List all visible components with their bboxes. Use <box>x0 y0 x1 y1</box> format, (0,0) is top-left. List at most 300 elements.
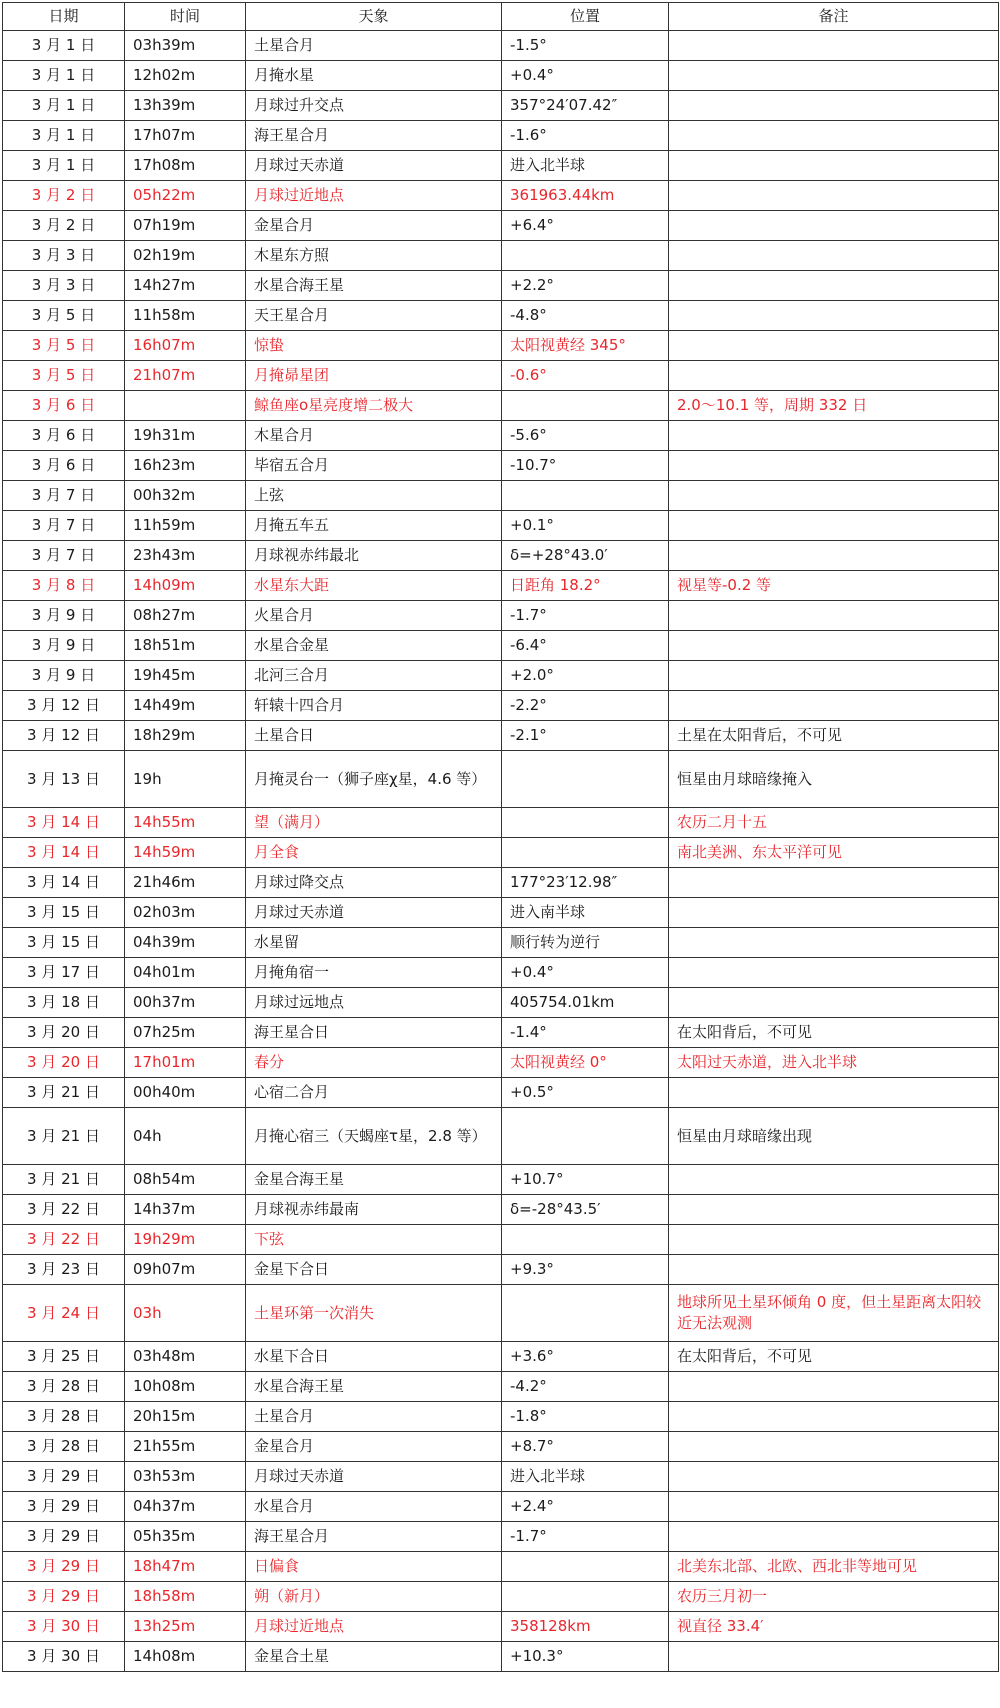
table-row <box>3 301 999 331</box>
cell-position: 177°23′12.98″ <box>502 868 669 898</box>
cell-position: -1.5° <box>502 31 669 61</box>
table-row <box>3 361 999 391</box>
cell-event: 北河三合月 <box>246 661 502 691</box>
cell-position: 进入北半球 <box>502 1462 669 1492</box>
cell-date: 3 月 6 日 <box>3 391 125 421</box>
cell-date: 3 月 9 日 <box>3 661 125 691</box>
cell-position: 405754.01km <box>502 988 669 1018</box>
cell-note <box>669 1372 999 1402</box>
cell-date: 3 月 2 日 <box>3 211 125 241</box>
cell-event: 月球过升交点 <box>246 91 502 121</box>
cell-position: -4.8° <box>502 301 669 331</box>
cell-date: 3 月 24 日 <box>3 1285 125 1342</box>
cell-time: 05h22m <box>125 181 246 211</box>
cell-note <box>669 691 999 721</box>
cell-position <box>502 1552 669 1582</box>
cell-note <box>669 1165 999 1195</box>
cell-date: 3 月 5 日 <box>3 361 125 391</box>
cell-time: 02h19m <box>125 241 246 271</box>
cell-position: -2.1° <box>502 721 669 751</box>
cell-position: 顺行转为逆行 <box>502 928 669 958</box>
cell-time: 18h51m <box>125 631 246 661</box>
cell-time: 18h29m <box>125 721 246 751</box>
cell-event: 月球过远地点 <box>246 988 502 1018</box>
cell-note <box>669 271 999 301</box>
cell-date: 3 月 15 日 <box>3 928 125 958</box>
cell-date: 3 月 28 日 <box>3 1402 125 1432</box>
table-row <box>3 1432 999 1462</box>
cell-date: 3 月 22 日 <box>3 1195 125 1225</box>
table-row <box>3 838 999 868</box>
cell-time: 07h19m <box>125 211 246 241</box>
cell-event: 月球视赤纬最北 <box>246 541 502 571</box>
cell-date: 3 月 14 日 <box>3 838 125 868</box>
cell-position <box>502 1108 669 1165</box>
cell-event: 木星东方照 <box>246 241 502 271</box>
cell-note <box>669 331 999 361</box>
cell-time: 11h59m <box>125 511 246 541</box>
cell-note <box>669 181 999 211</box>
cell-position: -10.7° <box>502 451 669 481</box>
cell-time: 16h07m <box>125 331 246 361</box>
cell-date: 3 月 1 日 <box>3 31 125 61</box>
cell-event: 水星合海王星 <box>246 1372 502 1402</box>
cell-time: 19h29m <box>125 1225 246 1255</box>
cell-time: 19h <box>125 751 246 808</box>
cell-date: 3 月 28 日 <box>3 1372 125 1402</box>
cell-note <box>669 301 999 331</box>
table-row <box>3 661 999 691</box>
cell-date: 3 月 12 日 <box>3 721 125 751</box>
cell-date: 3 月 29 日 <box>3 1462 125 1492</box>
table-row <box>3 91 999 121</box>
cell-time: 03h53m <box>125 1462 246 1492</box>
cell-position: 进入北半球 <box>502 151 669 181</box>
cell-date: 3 月 29 日 <box>3 1522 125 1552</box>
cell-time: 10h08m <box>125 1372 246 1402</box>
cell-time: 07h25m <box>125 1018 246 1048</box>
table-row <box>3 958 999 988</box>
cell-time: 00h32m <box>125 481 246 511</box>
table-row <box>3 271 999 301</box>
cell-event: 轩辕十四合月 <box>246 691 502 721</box>
cell-date: 3 月 21 日 <box>3 1108 125 1165</box>
cell-note <box>669 1255 999 1285</box>
cell-note <box>669 958 999 988</box>
cell-date: 3 月 8 日 <box>3 571 125 601</box>
cell-event: 月全食 <box>246 838 502 868</box>
cell-date: 3 月 1 日 <box>3 91 125 121</box>
cell-note: 地球所见土星环倾角 0 度，但土星距离太阳较近无法观测 <box>669 1285 999 1342</box>
table-row <box>3 1372 999 1402</box>
table-row <box>3 421 999 451</box>
column-header-position: 位置 <box>502 3 669 31</box>
table-row <box>3 151 999 181</box>
cell-position: +0.4° <box>502 958 669 988</box>
cell-note <box>669 481 999 511</box>
cell-note: 视直径 33.4′ <box>669 1612 999 1642</box>
cell-date: 3 月 6 日 <box>3 451 125 481</box>
table-row <box>3 691 999 721</box>
cell-time: 14h09m <box>125 571 246 601</box>
table-row <box>3 988 999 1018</box>
cell-position: 进入南半球 <box>502 898 669 928</box>
cell-date: 3 月 6 日 <box>3 421 125 451</box>
table-row <box>3 211 999 241</box>
cell-event: 金星合土星 <box>246 1642 502 1672</box>
cell-position: 357°24′07.42″ <box>502 91 669 121</box>
cell-date: 3 月 5 日 <box>3 331 125 361</box>
cell-position: 358128km <box>502 1612 669 1642</box>
cell-date: 3 月 25 日 <box>3 1342 125 1372</box>
cell-note: 土星在太阳背后，不可见 <box>669 721 999 751</box>
cell-note <box>669 121 999 151</box>
table-row <box>3 1195 999 1225</box>
cell-date: 3 月 9 日 <box>3 601 125 631</box>
table-row <box>3 31 999 61</box>
cell-note: 太阳过天赤道，进入北半球 <box>669 1048 999 1078</box>
cell-note <box>669 1522 999 1552</box>
table-row <box>3 1342 999 1372</box>
column-header-time: 时间 <box>125 3 246 31</box>
cell-time: 21h55m <box>125 1432 246 1462</box>
table-row <box>3 121 999 151</box>
cell-time: 21h07m <box>125 361 246 391</box>
cell-note <box>669 511 999 541</box>
cell-event: 水星下合日 <box>246 1342 502 1372</box>
cell-date: 3 月 7 日 <box>3 541 125 571</box>
cell-position: 日距角 18.2° <box>502 571 669 601</box>
cell-time: 11h58m <box>125 301 246 331</box>
cell-time: 03h39m <box>125 31 246 61</box>
cell-time: 04h <box>125 1108 246 1165</box>
cell-time: 12h02m <box>125 61 246 91</box>
cell-event: 月球过降交点 <box>246 868 502 898</box>
cell-event: 水星合月 <box>246 1492 502 1522</box>
cell-note <box>669 151 999 181</box>
column-header-date: 日期 <box>3 3 125 31</box>
cell-date: 3 月 17 日 <box>3 958 125 988</box>
cell-note <box>669 31 999 61</box>
cell-position: -1.6° <box>502 121 669 151</box>
cell-event: 天王星合月 <box>246 301 502 331</box>
cell-time: 08h27m <box>125 601 246 631</box>
cell-date: 3 月 30 日 <box>3 1612 125 1642</box>
cell-position: -1.7° <box>502 601 669 631</box>
cell-note: 视星等-0.2 等 <box>669 571 999 601</box>
cell-time: 02h03m <box>125 898 246 928</box>
cell-event: 海王星合月 <box>246 1522 502 1552</box>
cell-time: 17h08m <box>125 151 246 181</box>
cell-position: 361963.44km <box>502 181 669 211</box>
cell-date: 3 月 1 日 <box>3 151 125 181</box>
cell-position: δ=+28°43.0′ <box>502 541 669 571</box>
table-row <box>3 61 999 91</box>
cell-time: 16h23m <box>125 451 246 481</box>
cell-time: 18h47m <box>125 1552 246 1582</box>
cell-event: 月掩角宿一 <box>246 958 502 988</box>
cell-note <box>669 211 999 241</box>
cell-note: 在太阳背后，不可见 <box>669 1018 999 1048</box>
cell-position <box>502 808 669 838</box>
cell-note <box>669 1078 999 1108</box>
cell-event: 心宿二合月 <box>246 1078 502 1108</box>
cell-event: 月球过天赤道 <box>246 898 502 928</box>
cell-event: 金星下合日 <box>246 1255 502 1285</box>
cell-note <box>669 661 999 691</box>
cell-date: 3 月 1 日 <box>3 61 125 91</box>
table-row <box>3 1048 999 1078</box>
cell-note: 南北美洲、东太平洋可见 <box>669 838 999 868</box>
cell-time: 09h07m <box>125 1255 246 1285</box>
astronomy-events-table <box>2 2 999 1672</box>
cell-position: +9.3° <box>502 1255 669 1285</box>
cell-date: 3 月 14 日 <box>3 868 125 898</box>
cell-date: 3 月 21 日 <box>3 1078 125 1108</box>
table-row <box>3 451 999 481</box>
cell-position: -6.4° <box>502 631 669 661</box>
cell-date: 3 月 20 日 <box>3 1018 125 1048</box>
table-row <box>3 331 999 361</box>
cell-time: 14h08m <box>125 1642 246 1672</box>
cell-time: 03h48m <box>125 1342 246 1372</box>
cell-date: 3 月 1 日 <box>3 121 125 151</box>
cell-position: -0.6° <box>502 361 669 391</box>
cell-position: +0.4° <box>502 61 669 91</box>
cell-note <box>669 631 999 661</box>
cell-date: 3 月 7 日 <box>3 481 125 511</box>
cell-note: 北美东北部、北欧、西北非等地可见 <box>669 1552 999 1582</box>
cell-event: 海王星合月 <box>246 121 502 151</box>
cell-date: 3 月 30 日 <box>3 1642 125 1672</box>
cell-note <box>669 898 999 928</box>
cell-event: 上弦 <box>246 481 502 511</box>
cell-time: 14h55m <box>125 808 246 838</box>
cell-note <box>669 361 999 391</box>
cell-event: 月球过天赤道 <box>246 151 502 181</box>
table-row <box>3 241 999 271</box>
cell-note <box>669 1462 999 1492</box>
cell-note: 农历二月十五 <box>669 808 999 838</box>
cell-position: +0.5° <box>502 1078 669 1108</box>
cell-note <box>669 1432 999 1462</box>
cell-time: 00h37m <box>125 988 246 1018</box>
cell-note: 2.0～10.1 等，周期 332 日 <box>669 391 999 421</box>
table-row <box>3 751 999 808</box>
cell-date: 3 月 14 日 <box>3 808 125 838</box>
cell-date: 3 月 3 日 <box>3 241 125 271</box>
cell-time: 14h49m <box>125 691 246 721</box>
cell-note <box>669 541 999 571</box>
table-row <box>3 1642 999 1672</box>
table-row <box>3 1552 999 1582</box>
cell-position: +2.0° <box>502 661 669 691</box>
table-row <box>3 928 999 958</box>
cell-event: 金星合海王星 <box>246 1165 502 1195</box>
cell-date: 3 月 3 日 <box>3 271 125 301</box>
cell-note: 恒星由月球暗缘掩入 <box>669 751 999 808</box>
cell-position: +10.7° <box>502 1165 669 1195</box>
table-row <box>3 631 999 661</box>
cell-event: 月球过近地点 <box>246 181 502 211</box>
cell-event: 海王星合日 <box>246 1018 502 1048</box>
table-row <box>3 1108 999 1165</box>
cell-event: 土星环第一次消失 <box>246 1285 502 1342</box>
cell-time: 00h40m <box>125 1078 246 1108</box>
column-header-note: 备注 <box>669 3 999 31</box>
cell-event: 惊蛰 <box>246 331 502 361</box>
table-row <box>3 481 999 511</box>
cell-position: +3.6° <box>502 1342 669 1372</box>
cell-position: +0.1° <box>502 511 669 541</box>
cell-time: 08h54m <box>125 1165 246 1195</box>
table-header-row <box>3 3 999 31</box>
cell-event: 月球过天赤道 <box>246 1462 502 1492</box>
column-header-event: 天象 <box>246 3 502 31</box>
cell-position <box>502 391 669 421</box>
cell-time <box>125 391 246 421</box>
cell-date: 3 月 5 日 <box>3 301 125 331</box>
cell-time: 03h <box>125 1285 246 1342</box>
cell-time: 14h59m <box>125 838 246 868</box>
cell-date: 3 月 9 日 <box>3 631 125 661</box>
table-row <box>3 721 999 751</box>
cell-note <box>669 241 999 271</box>
cell-time: 05h35m <box>125 1522 246 1552</box>
cell-position <box>502 838 669 868</box>
cell-event: 水星合海王星 <box>246 271 502 301</box>
cell-position <box>502 1225 669 1255</box>
cell-date: 3 月 13 日 <box>3 751 125 808</box>
cell-event: 木星合月 <box>246 421 502 451</box>
cell-note: 恒星由月球暗缘出现 <box>669 1108 999 1165</box>
cell-event: 金星合月 <box>246 1432 502 1462</box>
table-row <box>3 541 999 571</box>
cell-date: 3 月 23 日 <box>3 1255 125 1285</box>
cell-time: 04h01m <box>125 958 246 988</box>
table-row <box>3 511 999 541</box>
cell-position: +2.2° <box>502 271 669 301</box>
cell-note <box>669 91 999 121</box>
cell-position: -1.7° <box>502 1522 669 1552</box>
cell-position: -1.4° <box>502 1018 669 1048</box>
cell-event: 金星合月 <box>246 211 502 241</box>
cell-event: 月掩五车五 <box>246 511 502 541</box>
cell-note <box>669 61 999 91</box>
cell-date: 3 月 29 日 <box>3 1492 125 1522</box>
cell-position: 太阳视黄经 0° <box>502 1048 669 1078</box>
cell-time: 23h43m <box>125 541 246 571</box>
cell-event: 下弦 <box>246 1225 502 1255</box>
table-row <box>3 391 999 421</box>
cell-event: 春分 <box>246 1048 502 1078</box>
cell-time: 14h37m <box>125 1195 246 1225</box>
cell-time: 13h25m <box>125 1612 246 1642</box>
table-row <box>3 898 999 928</box>
table-row <box>3 1018 999 1048</box>
cell-date: 3 月 29 日 <box>3 1582 125 1612</box>
cell-position <box>502 1285 669 1342</box>
cell-note <box>669 421 999 451</box>
cell-event: 月掩灵台一（狮子座χ星，4.6 等） <box>246 751 502 808</box>
table-row <box>3 1078 999 1108</box>
cell-note <box>669 1492 999 1522</box>
table-row <box>3 868 999 898</box>
cell-event: 日偏食 <box>246 1552 502 1582</box>
table-row <box>3 571 999 601</box>
cell-time: 17h01m <box>125 1048 246 1078</box>
cell-event: 土星合月 <box>246 31 502 61</box>
table-row <box>3 1582 999 1612</box>
cell-time: 18h58m <box>125 1582 246 1612</box>
cell-position: δ=-28°43.5′ <box>502 1195 669 1225</box>
cell-position: -1.8° <box>502 1402 669 1432</box>
cell-note <box>669 868 999 898</box>
cell-note <box>669 1225 999 1255</box>
cell-date: 3 月 18 日 <box>3 988 125 1018</box>
cell-date: 3 月 20 日 <box>3 1048 125 1078</box>
cell-date: 3 月 21 日 <box>3 1165 125 1195</box>
cell-time: 04h39m <box>125 928 246 958</box>
cell-event: 水星留 <box>246 928 502 958</box>
cell-date: 3 月 12 日 <box>3 691 125 721</box>
cell-event: 月掩水星 <box>246 61 502 91</box>
cell-time: 19h45m <box>125 661 246 691</box>
table-row <box>3 1402 999 1432</box>
table-row <box>3 1462 999 1492</box>
cell-position <box>502 1582 669 1612</box>
cell-date: 3 月 2 日 <box>3 181 125 211</box>
cell-event: 月球视赤纬最南 <box>246 1195 502 1225</box>
cell-date: 3 月 7 日 <box>3 511 125 541</box>
cell-time: 14h27m <box>125 271 246 301</box>
cell-event: 鲸鱼座o星亮度增二极大 <box>246 391 502 421</box>
cell-date: 3 月 22 日 <box>3 1225 125 1255</box>
cell-event: 月掩昴星团 <box>246 361 502 391</box>
table-row <box>3 1612 999 1642</box>
cell-event: 水星合金星 <box>246 631 502 661</box>
table-row <box>3 1225 999 1255</box>
cell-position <box>502 481 669 511</box>
cell-position: +6.4° <box>502 211 669 241</box>
cell-event: 朔（新月） <box>246 1582 502 1612</box>
table-row <box>3 1255 999 1285</box>
cell-date: 3 月 28 日 <box>3 1432 125 1462</box>
cell-position: 太阳视黄经 345° <box>502 331 669 361</box>
table-row <box>3 601 999 631</box>
cell-date: 3 月 15 日 <box>3 898 125 928</box>
cell-note <box>669 1642 999 1672</box>
cell-position: -5.6° <box>502 421 669 451</box>
cell-time: 17h07m <box>125 121 246 151</box>
cell-event: 望（满月） <box>246 808 502 838</box>
cell-position <box>502 751 669 808</box>
table-row <box>3 1522 999 1552</box>
cell-position: -4.2° <box>502 1372 669 1402</box>
cell-time: 20h15m <box>125 1402 246 1432</box>
cell-event: 月球过近地点 <box>246 1612 502 1642</box>
cell-note: 农历三月初一 <box>669 1582 999 1612</box>
cell-position: +10.3° <box>502 1642 669 1672</box>
cell-note <box>669 451 999 481</box>
cell-position: +2.4° <box>502 1492 669 1522</box>
cell-position <box>502 241 669 271</box>
cell-event: 火星合月 <box>246 601 502 631</box>
cell-note <box>669 601 999 631</box>
cell-time: 21h46m <box>125 868 246 898</box>
cell-event: 水星东大距 <box>246 571 502 601</box>
table-row <box>3 1165 999 1195</box>
